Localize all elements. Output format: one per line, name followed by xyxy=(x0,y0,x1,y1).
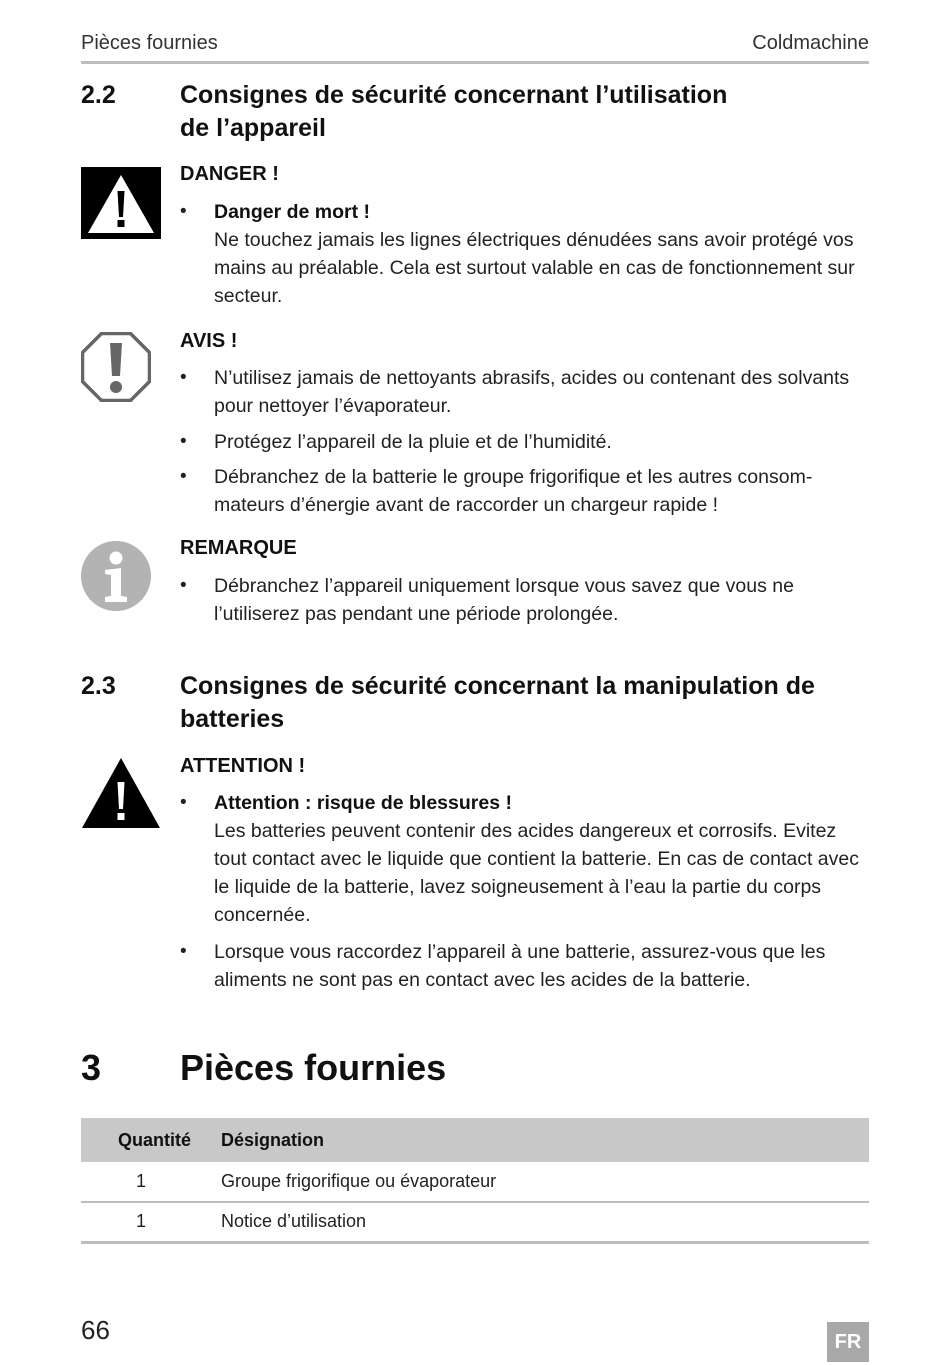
remarque-label: REMARQUE xyxy=(180,537,297,559)
column-header-designation: Désignation xyxy=(201,1118,869,1162)
running-head-chapter: Pièces fournies xyxy=(81,32,218,54)
section-number: 2.2 xyxy=(81,81,116,109)
attention-label: ATTENTION ! xyxy=(180,755,306,777)
bullet-dot: • xyxy=(180,575,187,596)
section-title xyxy=(180,79,870,145)
cell-quantity: 1 xyxy=(81,1202,201,1242)
page-number: 66 xyxy=(81,1315,110,1345)
section-title-line: de l’appareil xyxy=(180,114,326,142)
language-badge: FR xyxy=(827,1322,869,1362)
section-number: 2.3 xyxy=(81,672,116,700)
bullet-lead: Danger de mort ! xyxy=(214,201,371,223)
bullet-lead: Attention : risque de blessures ! xyxy=(214,792,512,814)
running-head-product: Coldmachine xyxy=(752,32,869,54)
section-heading-2-2 xyxy=(81,79,881,149)
bullet-dot: • xyxy=(180,466,187,487)
bullet-dot: • xyxy=(180,367,187,388)
avis-label: AVIS ! xyxy=(180,330,238,352)
warning-triangle-icon xyxy=(80,756,162,835)
table-header-row xyxy=(81,1118,869,1162)
parts-table xyxy=(81,1118,869,1244)
section-heading-2-3 xyxy=(81,670,881,740)
list-item-text: Débranchez l’appareil uniquement lorsque vous savez que vous ne l’utiliserez pas pendant une période prolongée. xyxy=(214,575,794,625)
danger-label: DANGER ! xyxy=(180,163,279,185)
bullet-body: Les batteries peuvent contenir des acides dangereux et corrosifs. Evitez tout contact avec le liquide que contient la batterie. En cas de contact avec le liquide de la batterie, lavez soigneusement à l’eau la partie du corps concernée. xyxy=(214,820,859,926)
list-item-text xyxy=(214,789,870,929)
chapter-title: Pièces fournies xyxy=(180,1047,447,1088)
chapter-heading-3 xyxy=(81,1047,869,1093)
notice-octagon-icon xyxy=(81,332,151,407)
bullet-dot: • xyxy=(180,431,187,452)
bullet-dot: • xyxy=(180,201,187,222)
cell-designation: Groupe frigorifique ou évaporateur xyxy=(201,1162,869,1202)
cell-designation: Notice d’utilisation xyxy=(201,1202,869,1242)
table-row xyxy=(81,1202,869,1242)
bullet-dot: • xyxy=(180,941,187,962)
list-item-text xyxy=(214,198,870,310)
table-row xyxy=(81,1162,869,1202)
cell-quantity: 1 xyxy=(81,1162,201,1202)
list-item-text: Protégez l’appareil de la pluie et de l’humidité. xyxy=(214,431,612,453)
list-item-text: N’utilisez jamais de nettoyants abrasifs, acides ou contenant des solvants pour nettoyer l’évaporateur. xyxy=(214,367,850,417)
chapter-number: 3 xyxy=(81,1047,102,1088)
bullet-body: Ne touchez jamais les lignes électriques dénudées sans avoir protégé vos mains au préalable. Cela est surtout valable en cas de fonctionnement sur secteur. xyxy=(214,229,855,307)
info-circle-icon xyxy=(81,541,151,616)
column-header-quantity: Quantité xyxy=(81,1118,201,1162)
danger-triangle-icon xyxy=(81,167,161,244)
running-head xyxy=(81,30,869,64)
bullet-dot: • xyxy=(180,792,187,813)
section-title-line: batteries xyxy=(180,705,285,733)
list-item-text: Lorsque vous raccordez l’appareil à une batterie, assurez-vous que les aliments ne sont pas en contact avec les acides de la batterie. xyxy=(214,941,826,991)
section-title-line: Consignes de sécurité concernant l’utilisation xyxy=(180,81,728,109)
section-title xyxy=(180,670,870,736)
list-item-text: Débranchez de la batterie le groupe frigorifique et les autres consommateurs d’énergie avant de raccorder un chargeur rapide ! xyxy=(214,466,813,516)
section-title-line: Consignes de sécurité concernant la manipulation de xyxy=(180,672,815,700)
